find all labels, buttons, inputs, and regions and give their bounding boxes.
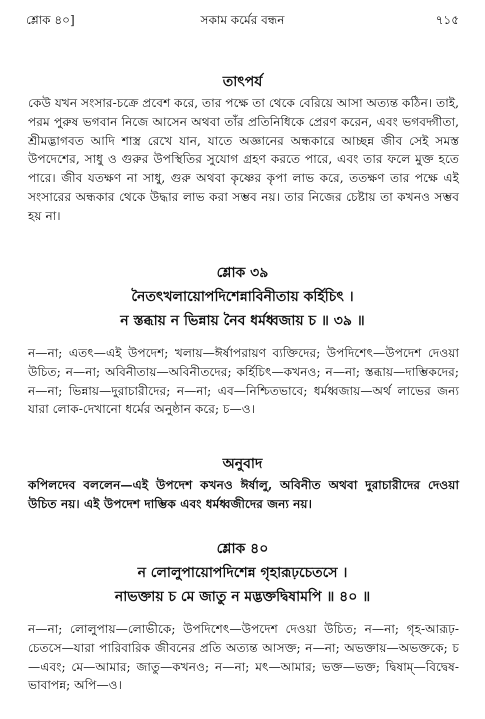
verse-39-line-2: ন স্তব্ধায় ন ভিন্নায় নৈব ধর্মধ্বজায় চ ॥ ৩৯ ॥ bbox=[120, 313, 365, 329]
purport-text: কেউ যখন সংসার-চক্রে প্রবেশ করে, তার পক্ষে তা থেকে বেরিয়ে আসা অত্যন্ত কঠিন। তাই, পরম পুরুষ ভগবান নিজে আসেন অথবা তাঁর প্রতিনিধিকে প্রেরণ করেন, এবং ভগবদ্গীতা, শ্রীমদ্ভাগবত আদি শাস্ত্র রেখে যান, যাতে অজ্ঞানের অন্ধকারে আচ্ছন্ন জীব সেই সমস্ত উপদেশের, সাধু ও গুরুর উপস্থিতির সুযোগ গ্রহণ করতে পারে, এবং তার ফলে মুক্ত হতে পারে। জীব যতক্ষণ না সাধু, গুরু অথবা কৃষ্ণের কৃপা লাভ করে, ততক্ষণ তার পক্ষে এই সংসারের অন্ধকার থেকে উদ্ধার লাভ করা সম্ভব নয়। তার নিজের চেষ্টায় তা কখনও সম্ভব হয় না। bbox=[28, 96, 459, 223]
verse-40-line-1: ন লোলুপায়োপদিশেন্ন গৃহারূঢ়চেতসে । bbox=[137, 565, 348, 581]
translation-heading: অনুবাদ bbox=[222, 456, 263, 472]
verse-40-label: শ্লোক ৪০ bbox=[216, 541, 269, 557]
verse-39-synonyms: ন—না; এতৎ—এই উপদেশ; খলায়—ঈর্ষাপরায়ণ ব্যক্তিদের; উপদিশেৎ—উপদেশ দেওয়া উচিত; ন—না; অবিনীতায়—অবিনীতদের; কর্হিচিৎ—কখনও; ন—না; স্তব্ধায়—দাম্ভিকদের; ন—না; ভিন্নায়—দুরাচারীদের; ন—না; এব—নিশ্চিতভাবে; ধর্মধ্বজায়—অর্থ লাভের জন্য যারা লোক-দেখানো ধর্মের অনুষ্ঠান করে; চ—ও। bbox=[28, 346, 459, 417]
purport-heading: তাৎপর্য bbox=[222, 74, 263, 90]
running-header bbox=[26, 12, 459, 30]
verse-39-label: শ্লোক ৩৯ bbox=[216, 265, 269, 281]
header-chapter-title: সকাম কর্মের বন্ধন bbox=[200, 13, 285, 27]
page-number: ৭১৫ bbox=[435, 13, 459, 27]
verse-39-translation: কপিলদেব বললেন—এই উপদেশ কখনও ঈর্ষালু, অবিনীত অথবা দুরাচারীদের দেওয়া উচিত নয়। এই উপদেশ দাম্ভিক এবং ধর্মধ্বজীদের জন্য নয়। bbox=[28, 478, 459, 511]
verse-40-line-2: নাভক্তায় চ মে জাতু ন মদ্ভক্তদ্বিষামপি ॥ ৪০ ॥ bbox=[114, 589, 371, 605]
header-verse-ref: শ্লোক ৪০] bbox=[26, 13, 75, 27]
verse-39-line-1: নৈতৎখলায়োপদিশেন্নাবিনীতায় কর্হিচিৎ । bbox=[131, 289, 354, 305]
verse-40-synonyms: ন—না; লোলুপায়—লোভীকে; উপদিশেৎ—উপদেশ দেওয়া উচিত; ন—না; গৃহ-আরূঢ়-চেতসে—যারা পারিবারিক জীবনের প্রতি অত্যন্ত আসক্ত; ন—না; অভক্তায়—অভক্তকে; চ—এবং; মে—আমার; জাতু—কখনও; ন—না; মৎ—আমার; ভক্ত—ভক্ত; দ্বিষাম্—বিদ্বেষ-ভাবাপন্ন; অপি—ও। bbox=[28, 622, 459, 693]
